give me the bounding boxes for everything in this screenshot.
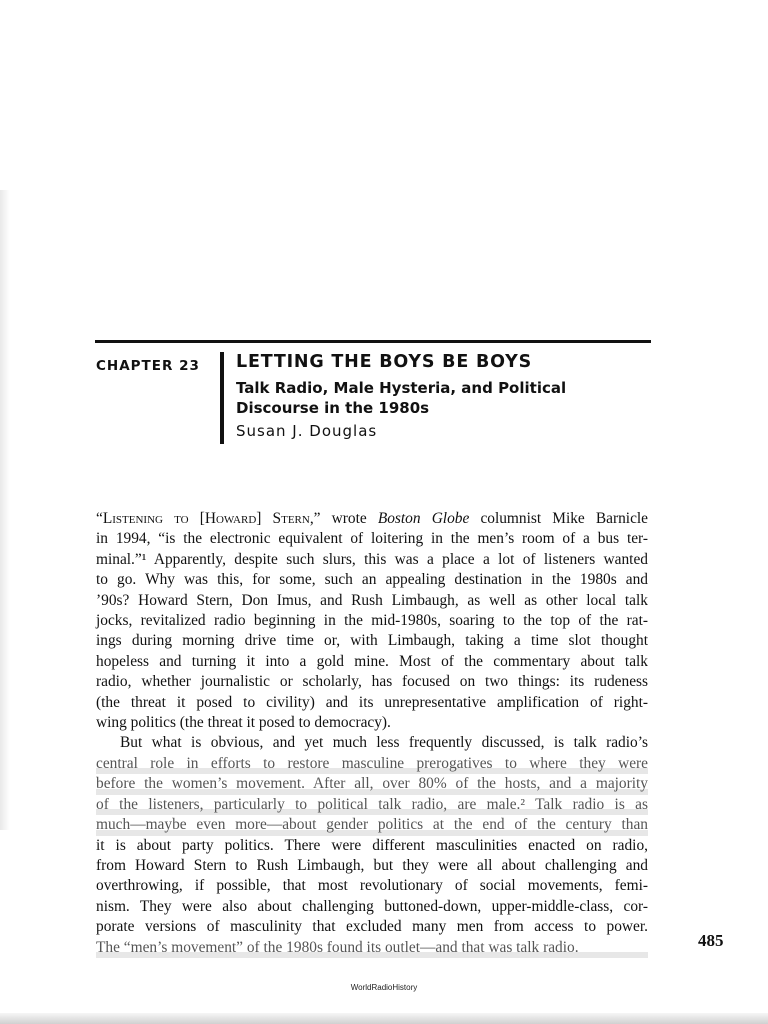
text-line: to go. Why was this, for some, such an appealing destination in the 1980s and [96, 571, 648, 589]
text-line: hopeless and turning it into a gold mine. Most of the commentary about talk [96, 652, 648, 670]
bracket-text: ] [256, 510, 273, 527]
chapter-subtitle [236, 378, 566, 418]
text-line: nism. They were also about challenging buttoned-down, upper-middle-class, cor- [96, 897, 648, 915]
text-line: it is about party politics. There were different masculinities enacted on radio, [96, 836, 648, 854]
text-line-highlighted: before the women’s movement. After all, over 80% of the hosts, and a majority [96, 774, 648, 794]
paragraph-1 [96, 509, 648, 733]
text-span: columnist Mike Barnicle [469, 510, 649, 527]
text-line: wing politics (the threat it posed to democracy). [96, 714, 391, 732]
chapter-header-divider [220, 352, 224, 444]
text-span: ,” wrote [309, 510, 378, 527]
text-line: overthrowing, if possible, that most revolutionary of social movements, femi- [96, 877, 648, 895]
chapter-title: LETTING THE BOYS BE BOYS [236, 352, 533, 372]
text-line: radio, whether journalistic or scholarly, has focused on two things: its rudeness [96, 673, 648, 691]
text-line: But what is obvious, and yet much less frequently discussed, is talk radio’s [120, 734, 648, 752]
page-number: 485 [698, 931, 724, 950]
paragraph-2 [96, 733, 648, 957]
text-line: in 1994, “is the electronic equivalent of loitering in the men’s room of a bus ter- [96, 530, 648, 548]
scan-left-edge-shadow [0, 190, 10, 830]
text-line-highlighted: much—maybe even more—about gender politics at the end of the century than [96, 815, 648, 835]
chapter-header-rule [95, 340, 651, 343]
text-line: (the threat it posed to civility) and its unrepresentative amplification of right- [96, 693, 648, 711]
chapter-body-text [96, 509, 648, 958]
chapter-subtitle-line-2: Discourse in the 1980s [236, 399, 430, 417]
chapter-heading-block [236, 350, 566, 442]
text-line: ’90s? Howard Stern, Don Imus, and Rush Limbaugh, as well as other local talk [96, 591, 648, 609]
smallcaps-text: Howard [204, 510, 257, 527]
text-line-highlighted: of the listeners, particularly to political talk radio, are male.² Talk radio is as [96, 795, 648, 815]
footer-source-label: WorldRadioHistory [350, 983, 418, 992]
scan-bottom-edge-shadow [0, 1013, 768, 1024]
text-line-highlighted: central role in efforts to restore masculine prerogatives to where they were [96, 754, 648, 774]
publication-name: Boston Globe [377, 510, 470, 527]
quote-mark: “ [96, 510, 103, 527]
smallcaps-text: Listening to [102, 510, 189, 527]
chapter-subtitle-line-1: Talk Radio, Male Hysteria, and Political [236, 379, 567, 397]
text-line: from Howard Stern to Rush Limbaugh, but they were all about challenging and [96, 856, 648, 874]
text-line: porate versions of masculinity that excluded many men from access to power. [96, 918, 648, 936]
text-line [96, 509, 648, 529]
chapter-number-label: CHAPTER 23 [96, 358, 200, 374]
chapter-author: Susan J. Douglas [236, 422, 378, 440]
smallcaps-text: Stern [272, 510, 310, 527]
text-line-highlighted: The “men’s movement” of the 1980s found its outlet—and that was talk radio. [96, 938, 648, 958]
bracket-text: [ [188, 510, 205, 527]
text-line: jocks, revitalized radio beginning in the mid-1980s, soaring to the top of the rat- [96, 612, 648, 630]
text-line: minal.”¹ Apparently, despite such slurs, this was a place a lot of listeners wanted [96, 550, 648, 568]
text-line: ings during morning drive time or, with Limbaugh, taking a time slot thought [96, 632, 648, 650]
